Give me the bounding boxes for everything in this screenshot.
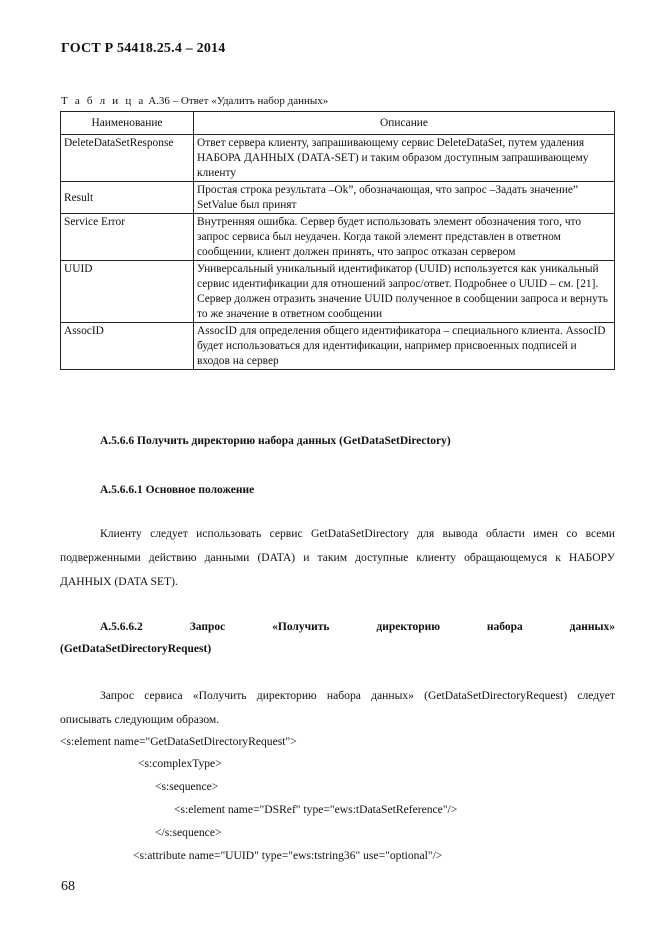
code-line: <s:complexType> <box>138 757 222 770</box>
response-table <box>60 111 615 370</box>
heading-word: Запрос <box>189 621 226 633</box>
section-heading-a5661: А.5.6.6.1 Основное положение <box>100 484 255 496</box>
heading-word: А.5.6.6.2 <box>100 621 143 633</box>
paragraph-main <box>60 522 615 594</box>
code-line: <s:attribute name="UUID" type="ews:tstring36" use="optional"/> <box>133 849 443 862</box>
column-header-name: Наименование <box>61 112 194 135</box>
column-header-description: Описание <box>194 112 615 135</box>
table-row <box>61 182 615 214</box>
table-cell-description: Простая строка результата –Ok”, обозначающая, что запрос –Задать значение” SetValue был принят <box>194 182 615 214</box>
code-line: </s:sequence> <box>155 826 222 839</box>
table-caption <box>61 95 328 107</box>
section-heading-a5662-line2: (GetDataSetDirectoryRequest) <box>60 643 212 655</box>
paragraph-main-text: Клиенту следует использовать сервис GetDataSetDirectory для вывода области имен со всеми подверженными действию данными (DATA) и таким доступные клиенту обращающемуся к НАБОРУ ДАННЫХ (DATA SET). <box>60 527 615 588</box>
code-line: <s:element name="DSRef" type="ews:tDataSetReference"/> <box>174 803 458 816</box>
table-row <box>61 323 615 370</box>
table-cell-description: Универсальный уникальный идентификатор (UUID) используется как уникальный сервис идентификации для отношений запрос/ответ. Подробнее о UUID – см. [21]. Сервер должен отразить значение UUID полученное в сообщении запроса и вернуть то же значение в ответном сообщении <box>194 261 615 323</box>
table-caption-text: А.36 – Ответ «Удалить набор данных» <box>145 95 329 107</box>
table-header-row <box>61 112 615 135</box>
code-line: <s:element name="GetDataSetDirectoryRequest"> <box>60 735 297 748</box>
table-cell-name: DeleteDataSetResponse <box>61 135 194 182</box>
table-cell-description: Внутренняя ошибка. Сервер будет использовать элемент обозначения того, что запрос сервиса был неудачен. Когда такой элемент представлен в ответном сообщении, клиент должен принять, что запрос отказан сервером <box>194 214 615 261</box>
page-number: 68 <box>61 879 75 894</box>
paragraph-request <box>60 684 615 732</box>
table-row <box>61 261 615 323</box>
heading-word: данных» <box>569 621 615 633</box>
section-heading-a566: А.5.6.6 Получить директорию набора данных (GetDataSetDirectory) <box>100 435 451 447</box>
code-line: <s:sequence> <box>155 780 219 793</box>
table-cell-description: AssocID для определения общего идентификатора – специального клиента. AssocID будет использоваться для идентификации, например присвоенных подписей и входов на сервер <box>194 323 615 370</box>
heading-word: директорию <box>376 621 441 633</box>
paragraph-request-text: Запрос сервиса «Получить директорию набора данных» (GetDataSetDirectoryRequest) следует описывать следующим образом. <box>60 689 615 726</box>
heading-word: «Получить <box>272 621 330 633</box>
table-row <box>61 135 615 182</box>
table-cell-name: AssocID <box>61 323 194 370</box>
table-cell-description: Ответ сервера клиенту, запрашивающему сервис DeleteDataSet, путем удаления НАБОРА ДАННЫХ (DATA-SET) и таким образом доступным запрашивающему клиенту <box>194 135 615 182</box>
document-header: ГОСТ Р 54418.25.4 – 2014 <box>61 41 226 56</box>
section-heading-a5662 <box>60 621 615 633</box>
table-cell-name: Result <box>61 182 194 214</box>
table-cell-name: Service Error <box>61 214 194 261</box>
table-caption-prefix: Т а б л и ц а <box>61 95 146 107</box>
table-cell-name: UUID <box>61 261 194 323</box>
table-row <box>61 214 615 261</box>
heading-word: набора <box>486 621 523 633</box>
